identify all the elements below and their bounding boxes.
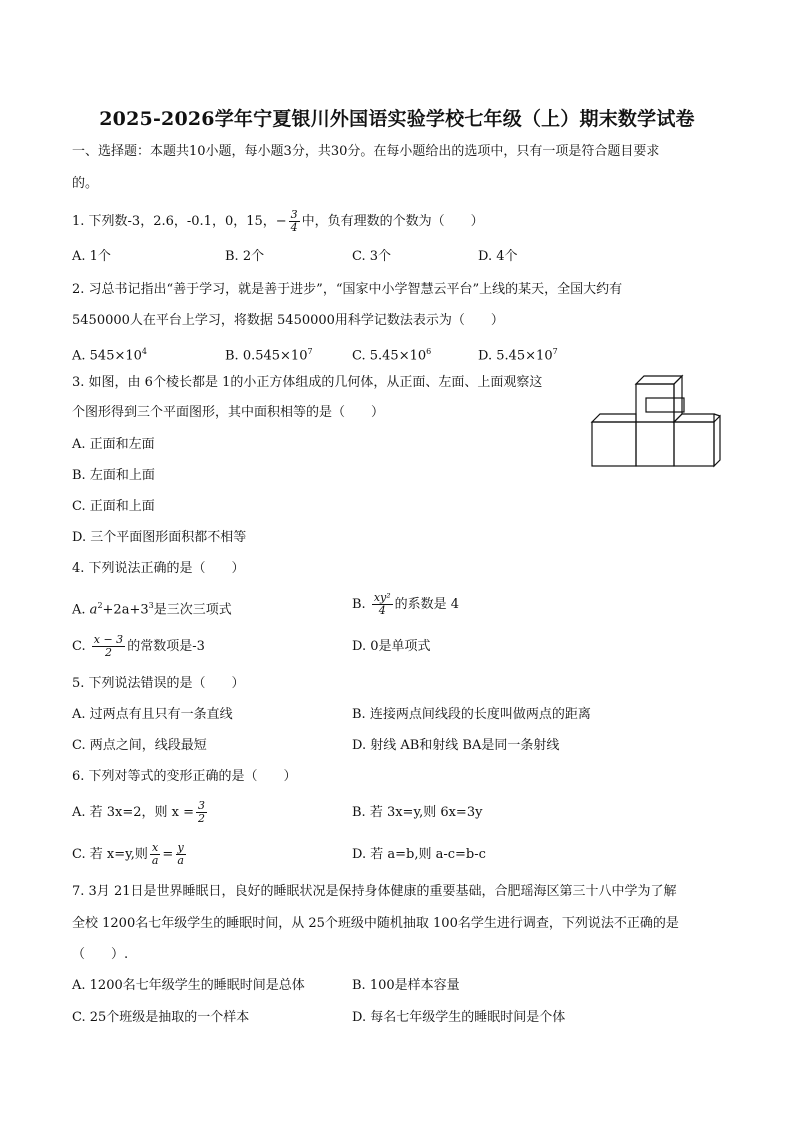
q5-option-a: A. 过两点有且只有一条直线 [72, 707, 233, 722]
q1-stem [72, 208, 484, 236]
section1-header-line2: 的。 [72, 176, 99, 191]
q1-frac-den: 4 [290, 221, 298, 234]
q6-c-fraction2: $\frac{y}{a}$ [177, 841, 184, 867]
q4-option-d: D. 0是单项式 [352, 639, 431, 654]
left-cube-front-face [592, 422, 636, 466]
q5-option-c: C. 两点之间，线段最短 [72, 738, 207, 753]
q3-option-d: D. 三个平面图形面积都不相等 [72, 530, 247, 545]
q2-line2: 5450000人在平台上学习，将数据 5450000用科学记数法表示为（ ） [72, 313, 504, 328]
q4-option-a: A. $a^2+2a+3^3$是三次三项式 [72, 601, 232, 618]
q7-option-a: A. 1200名七年级学生的睡眠时间是总体 [72, 978, 305, 993]
q1-option-d: D. 4个 [478, 249, 518, 264]
q6-c-fraction1: $\frac{x}{a}$ [151, 841, 159, 867]
q4-option-b: B. $\frac{\text{xy²}}{4}$ 的系数是 4 [352, 591, 460, 617]
q2-line1: 2. 习总书记指出“善于学习，就是善于进步”，“国家中小学智慧云平台”上线的某天，全国大约有 [72, 282, 623, 297]
q3-option-c: C. 正面和上面 [72, 499, 155, 514]
q2-option-d: D. $5.45\times 10^7$ [478, 347, 558, 364]
q3-line1: 3. 如图，由 6个棱长都是 1的小正方体组成的几何体，从正面、左面、上面观察这 [72, 375, 543, 390]
q4-stem: 4. 下列说法正确的是（ ） [72, 561, 245, 576]
q6-a-fraction: $\frac{3}{2}$ [198, 799, 206, 825]
q6-option-a: A. 若 3x=2，则 x = $\frac{3}{2}$ [72, 799, 206, 825]
top-cube-front-face [636, 384, 674, 422]
q1-stem-pre: 1. 下列数-3，2.6，-0.1，0，15， [72, 214, 276, 229]
q7-option-c: C. 25个班级是抽取的一个样本 [72, 1010, 250, 1025]
section1-header-line1: 一、选择题：本题共10小题，每小题3分，共30分。在每小题给出的选项中，只有一项是符合题目要求 [72, 144, 660, 159]
back-cube-top-edge [646, 398, 684, 412]
right-cube-top-face [674, 414, 714, 422]
q1-stem-post: 中，负有理数的个数为（ ） [301, 214, 484, 229]
q7-option-b: B. 100是样本容量 [352, 978, 460, 993]
q7-line2: 全校 1200名七年级学生的睡眠时间，从 25个班级中随机抽取 100名学生进行调查，下列说法不正确的是 [72, 916, 679, 931]
right-cube-corner-edge [714, 414, 720, 416]
q4-option-c: C. $\frac{x - 3}{2}$ 的常数项是-3 [72, 633, 205, 659]
middle-cube-front-face [636, 422, 674, 466]
q6-option-b: B. 若 3x=y,则 6x=3y [352, 805, 483, 820]
q1-frac-sign: − [275, 214, 287, 229]
q2-option-b: B. $0.545\times 10^7$ [225, 347, 313, 364]
q1-option-b: B. 2个 [225, 249, 265, 264]
q4-c-fraction: $\frac{x - 3}{2}$ [93, 633, 124, 659]
q7-line1: 7. 3月 21日是世界睡眠日，良好的睡眠状况是保持身体健康的重要基础，合肥瑶海区第三十八中学为了解 [72, 884, 677, 899]
q3-option-b: B. 左面和上面 [72, 468, 155, 483]
q3-option-a: A. 正面和左面 [72, 437, 155, 452]
right-cube-front-face [674, 422, 714, 466]
q7-line3: （ ）. [72, 947, 129, 962]
cube-solid-figure [590, 372, 722, 472]
q6-option-c: C. 若 x=y,则 $\frac{x}{a}$ = $\frac{y}{a}$ [72, 841, 184, 867]
q5-option-b: B. 连接两点间线段的长度叫做两点的距离 [352, 707, 591, 722]
q1-option-a: A. 1个 [72, 249, 111, 264]
q2-option-c: C. $5.45\times 10^6$ [352, 347, 432, 364]
q1-fraction [289, 209, 300, 234]
q6-stem: 6. 下列对等式的变形正确的是（ ） [72, 769, 297, 784]
page-title: 2025-2026学年宁夏银川外国语实验学校七年级（上）期末数学试卷 [99, 108, 695, 130]
q4-b-fraction: $\frac{\text{xy²}}{4}$ [373, 591, 391, 617]
q6-option-d: D. 若 a=b,则 a-c=b-c [352, 847, 486, 862]
q1-option-c: C. 3个 [352, 249, 392, 264]
q3-line2: 个图形得到三个平面图形，其中面积相等的是（ ） [72, 405, 385, 420]
q1-frac-num: 3 [290, 208, 298, 221]
left-cube-top-face [592, 414, 636, 422]
q2-option-a: A. $545\times 10^4$ [72, 347, 147, 364]
q7-option-d: D. 每名七年级学生的睡眠时间是个体 [352, 1010, 566, 1025]
right-cube-side-face [714, 416, 720, 466]
q5-stem: 5. 下列说法错误的是（ ） [72, 676, 245, 691]
q5-option-d: D. 射线 AB和射线 BA是同一条射线 [352, 738, 560, 753]
